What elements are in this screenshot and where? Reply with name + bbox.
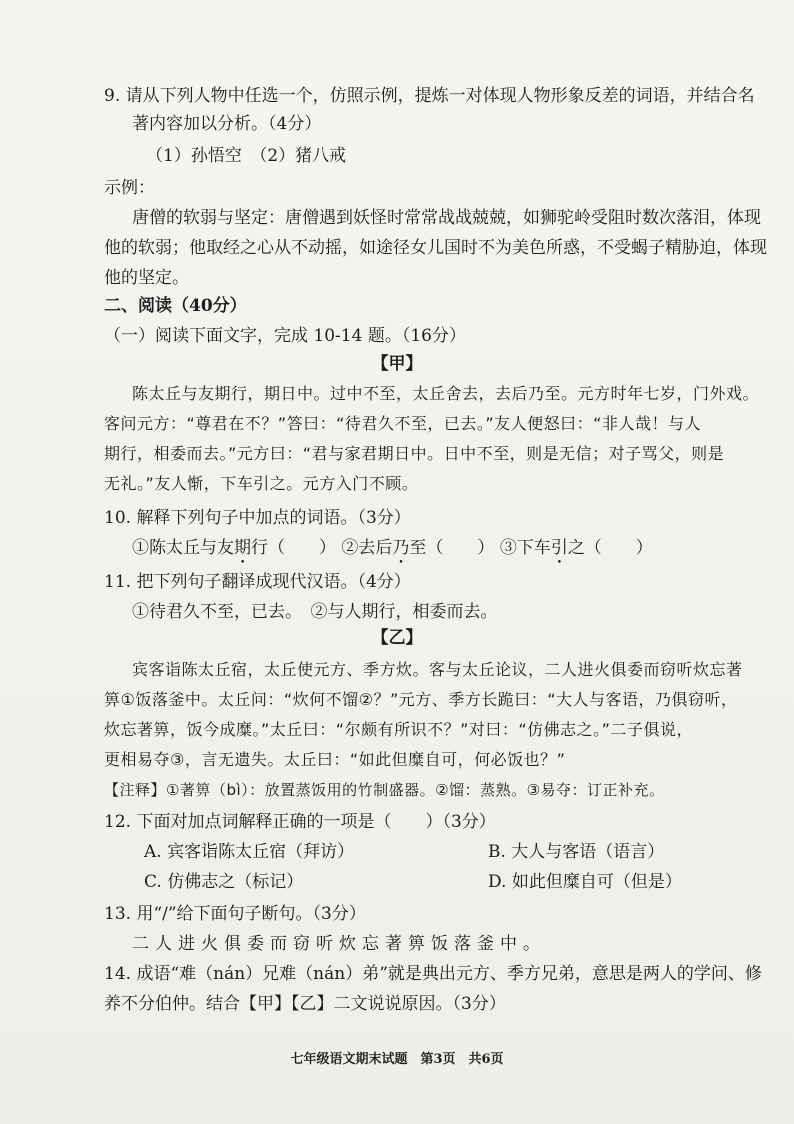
q10-text: 10. 解释下列句子中加点的词语。（3分）: [104, 508, 411, 528]
passage-yi-note: 【注释】①著箅（bì）：放置蒸饭用的竹制盛器。②馏：蒸熟。③易夺：订正补充。: [104, 781, 665, 799]
q10-item2-end: 至（ ）: [409, 538, 495, 558]
q10-item1: ①陈太丘与友: [132, 538, 234, 558]
section2-title: 二、阅读（40分）: [104, 296, 247, 316]
q11-items: ①待君久不至，已去。 ②与人期行，相委而去。: [132, 602, 498, 622]
passage-jia-line2: 客问元方：“尊君在不？”答曰：“待君久不至，已去。”友人便怒曰：“非人哉！与人: [104, 414, 701, 433]
q9-example-label: 示例：: [104, 178, 155, 198]
q10-item1-end: 行（ ）: [251, 538, 336, 558]
q9-example-line3: 他的坚定。: [104, 268, 189, 288]
q13-text: 13. 用“/”给下面句子断句。（3分）: [104, 904, 366, 924]
q9-options: （1）孙悟空 （2）猪八戒: [146, 146, 347, 166]
q14-line1: 14. 成语“难（nán）兄难（nán）弟”就是典出元方、季方兄弟，意思是两人的学问、修: [104, 964, 762, 984]
passage-yi-line4: 更相易夺③，言无遗失。太丘曰：“如此但糜自可，何必饭也？”: [104, 750, 566, 769]
passage-jia-line1: 陈太丘与友期行，期日中。过中不至，太丘舍去，去后乃至。元方时年七岁，门外戏。: [132, 384, 760, 403]
passage-jia-line3: 期行，相委而去。”元方曰：“君与家君期日中。日中不至，则是无信；对子骂父，则是: [104, 444, 725, 463]
passage-yi-line2: 箅①饭落釜中。太丘问：“炊何不馏②？”元方、季方长跪曰：“大人与客语，乃俱窃听，: [104, 690, 738, 709]
q10-items: [132, 536, 653, 568]
q12-option-b: B. 大人与客语（语言）: [488, 842, 665, 862]
q12-option-c: C. 仿佛志之（标记）: [144, 872, 304, 892]
q10-item3-dotted: 引: [550, 538, 568, 558]
q12-option-d: D. 如此但糜自可（但是）: [488, 872, 682, 892]
q10-item2-dotted: 乃: [392, 538, 410, 558]
q10-item3-end: 之（ ）: [567, 538, 653, 558]
q9-example-line2: 他的软弱；他取经之心从不动摇，如途径女儿国时不为美色所惑，不受蝎子精胁迫，体现: [104, 238, 767, 258]
q13-sentence: 二人进火俱委而窃听炊忘著箅饭落釜中。: [132, 934, 546, 954]
q11-text: 11. 把下列句子翻译成现代汉语。（4分）: [104, 572, 411, 592]
passage-jia-label: 【甲】: [371, 354, 423, 374]
q9-example-line1: 唐僧的软弱与坚定：唐僧遇到妖怪时常常战战兢兢，如狮驼岭受阻时数次落泪，体现: [132, 208, 761, 228]
q9-line2: 著内容加以分析。（4分）: [132, 114, 322, 134]
passage-yi-line1: 宾客诣陈太丘宿，太丘使元方、季方炊。客与太丘论议，二人进火俱委而窃听炊忘著: [132, 660, 743, 679]
q9-line1: 9. 请从下列人物中任选一个，仿照示例，提炼一对体现人物形象反差的词语，并结合名: [104, 86, 755, 106]
q10-item3: ③下车: [499, 538, 551, 558]
q10-item2: ②去后: [341, 538, 393, 558]
passage-yi-line3: 炊忘著箅，饭今成糜。”太丘曰：“尔颇有所识不？”对曰：“仿佛志之。”二子俱说，: [104, 720, 693, 739]
passage-jia-line4: 无礼。”友人惭，下车引之。元方入门不顾。: [104, 474, 419, 493]
section2-subtitle: （一）阅读下面文字，完成 10-14 题。（16分）: [104, 326, 466, 346]
page-footer: 七年级语文期末试题 第3页 共6页: [290, 1052, 504, 1067]
q12-option-a: A. 宾客诣陈太丘宿（拜访）: [144, 842, 355, 862]
q12-text: 12. 下面对加点词解释正确的一项是（ ）（3分）: [104, 812, 496, 832]
q10-item1-dotted: 期: [234, 538, 251, 558]
q14-line2: 养不分伯仲。结合【甲】【乙】二文说说原因。（3分）: [104, 994, 506, 1014]
passage-yi-label: 【乙】: [371, 628, 423, 648]
